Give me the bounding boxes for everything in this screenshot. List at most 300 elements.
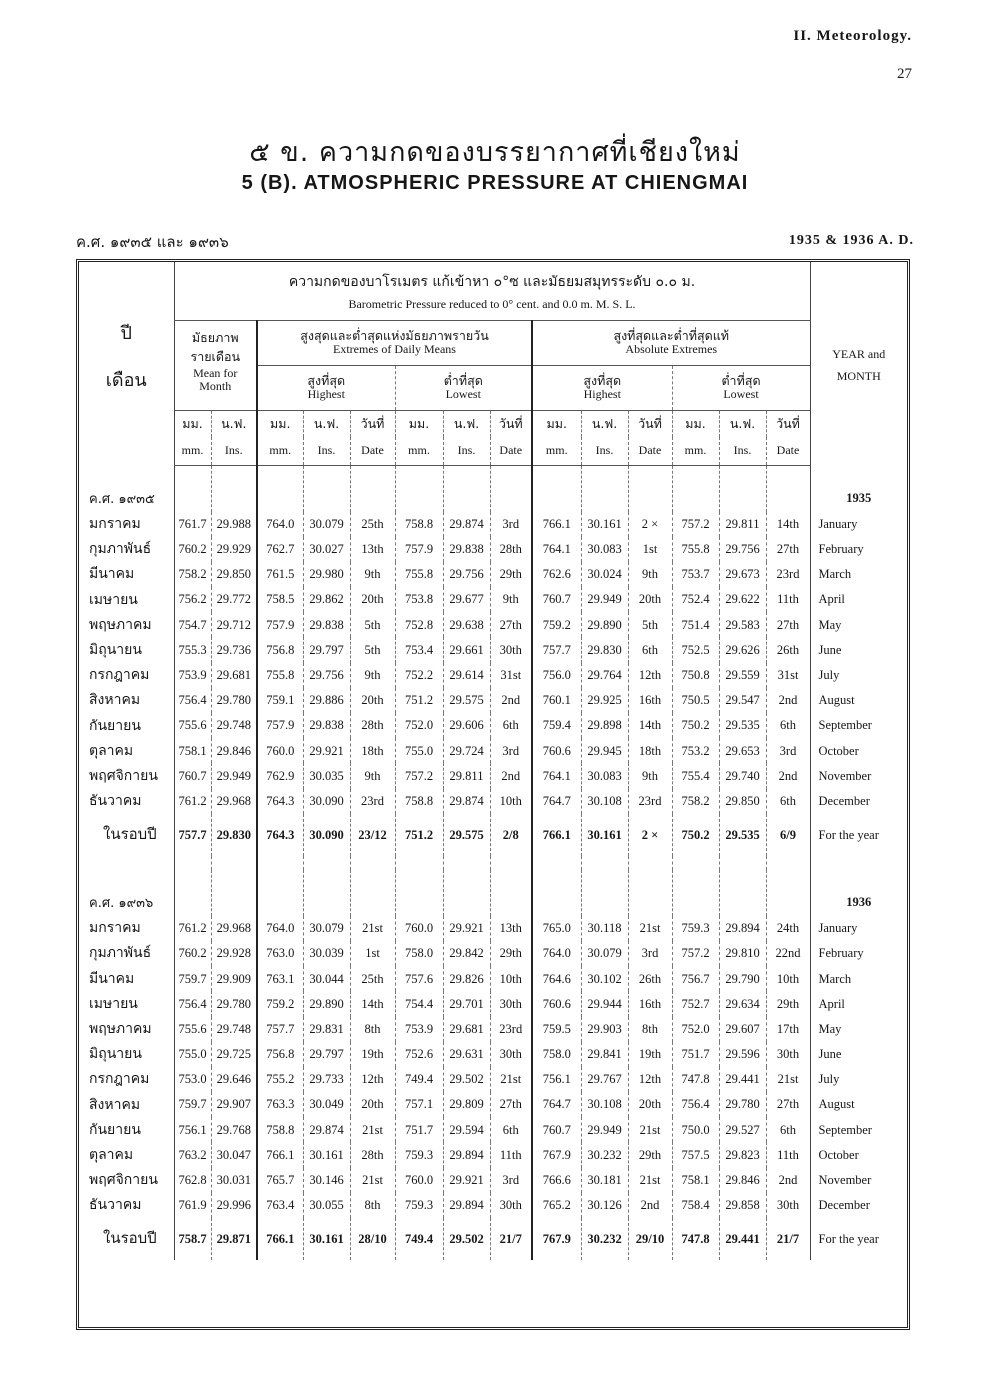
cell-ah-mm: 765.0 [532,916,581,941]
cell-mean-in: 29.909 [211,966,257,991]
month-thai: เมษายน [89,591,138,608]
cell-mean-in: 29.846 [211,738,257,763]
table-row [79,663,907,688]
cell-al-date: 24th [766,916,810,941]
unit-date-english: Date [766,437,810,466]
cell-dl-in: 29.921 [443,916,490,941]
cell-dh-date: 12th [350,1067,395,1092]
cell-ah-date: 6th [628,637,672,662]
years-label-thai: ค.ศ. ๑๙๓๕ และ ๑๙๓๖ [76,233,229,251]
cell-dl-in: 29.631 [443,1042,490,1067]
table-row [79,688,907,713]
cell-dl-in: 29.874 [443,789,490,814]
table-body [79,466,907,1261]
cell-dl-date: 2nd [490,763,532,788]
cell-al-mm: 750.2 [672,713,719,738]
cell-dl-in: 29.756 [443,562,490,587]
cell-dl-mm: 752.0 [395,713,443,738]
cell-mean-in: 29.725 [211,1042,257,1067]
cell-dl-mm: 752.2 [395,663,443,688]
cell-mean-in: 30.031 [211,1168,257,1193]
pressure-table [79,262,907,1260]
table-row [79,1117,907,1142]
page-title-thai: ๕ ข. ความกดของบรรยากาศที่เชียงใหม่ [249,137,741,168]
cell-ah-in: 30.083 [581,763,628,788]
cell-dh-in: 29.921 [303,738,350,763]
cell-ah-date: 16th [628,991,672,1016]
year-english: 1935 [810,466,907,512]
cell-dl-mm: 752.8 [395,612,443,637]
table-row [79,1092,907,1117]
cell-dh-date: 25th [350,512,395,537]
cell-mean-mm: 759.7 [174,1092,211,1117]
blank-cell [581,870,628,916]
unit-in-english: Ins. [443,437,490,466]
cell-ah-date: 14th [628,713,672,738]
cell-ah-in: 30.181 [581,1168,628,1193]
cell-dh-in: 30.090 [303,789,350,814]
month-english: March [810,966,907,991]
cell-mean-mm: 761.2 [174,916,211,941]
month-english: January [810,916,907,941]
month-english: March [810,562,907,587]
cell-ah-mm: 767.9 [532,1142,581,1167]
cell-mean-mm: 755.0 [174,1042,211,1067]
cell-ah-date: 9th [628,763,672,788]
cell-dl-mm: 753.8 [395,587,443,612]
cell-dh-date: 20th [350,587,395,612]
cell-ah-date: 23rd [628,789,672,814]
cell-al-date: 6th [766,789,810,814]
blank-cell [395,870,443,916]
cell-ah-in: 29.898 [581,713,628,738]
cell-ah-in: 30.083 [581,537,628,562]
spacer-cell [211,856,257,870]
cell-dh-date: 1st [350,941,395,966]
cell-al-mm: 750.8 [672,663,719,688]
cell-ah-mm: 760.1 [532,688,581,713]
cell-dh-date: 20th [350,1092,395,1117]
cell-ah-date: 1st [628,537,672,562]
cell-al-date: 26th [766,637,810,662]
cell-al-date: 30th [766,1042,810,1067]
cell-dl-mm: 751.2 [395,688,443,713]
cell-dl-in: 29.681 [443,1017,490,1042]
cell-al-date: 22nd [766,941,810,966]
unit-mm-thai: มม. [174,411,211,438]
cell-al-in: 29.850 [719,789,766,814]
table-row [79,713,907,738]
unit-in-thai: น.ฟ. [211,411,257,438]
month-english: September [810,713,907,738]
cell-ah-date: 16th [628,688,672,713]
cell-dl-date: 21/7 [490,1218,532,1260]
cell-al-mm: 757.2 [672,512,719,537]
cell-dh-mm: 766.1 [257,1218,303,1260]
cell-dh-mm: 763.0 [257,941,303,966]
cell-mean-mm: 762.8 [174,1168,211,1193]
cell-ah-date: 2 × [628,512,672,537]
blank-cell [581,466,628,512]
cell-dh-in: 30.161 [303,1218,350,1260]
month-english: For the year [810,1218,907,1260]
unit-in-english: Ins. [303,437,350,466]
cell-al-mm: 753.2 [672,738,719,763]
spacer-cell [810,856,907,870]
cell-dh-date: 21st [350,1168,395,1193]
total-row [79,814,907,856]
cell-dh-date: 18th [350,738,395,763]
cell-dl-date: 3rd [490,1168,532,1193]
cell-al-in: 29.810 [719,941,766,966]
cell-al-in: 29.596 [719,1042,766,1067]
cell-ah-mm: 760.6 [532,738,581,763]
cell-dl-date: 27th [490,1092,532,1117]
month-thai: พฤษภาคม [89,1021,152,1038]
blank-cell [672,870,719,916]
spacer-cell [766,856,810,870]
year-english: 1936 [810,870,907,916]
cell-dh-mm: 760.0 [257,738,303,763]
cell-dh-in: 29.797 [303,637,350,662]
cell-al-date: 10th [766,966,810,991]
cell-al-date: 27th [766,612,810,637]
cell-ah-in: 29.945 [581,738,628,763]
month-english: For the year [810,814,907,856]
month-english: June [810,1042,907,1067]
unit-mm-thai: มม. [395,411,443,438]
years-label: 1935 & 1936 A. D. [788,233,914,248]
cell-al-date: 3rd [766,738,810,763]
cell-ah-in: 30.126 [581,1193,628,1218]
unit-in-english: Ins. [211,437,257,466]
unit-mm-thai: มม. [257,411,303,438]
blank-cell [490,870,532,916]
month-english: October [810,1142,907,1167]
cell-mean-mm: 753.0 [174,1067,211,1092]
month-thai: กันยายน [89,1121,141,1138]
units-english-row [79,437,907,466]
spacer-cell [174,856,211,870]
cell-ah-mm: 759.4 [532,713,581,738]
cell-dl-mm: 751.2 [395,814,443,856]
table-row [79,763,907,788]
cell-dl-date: 27th [490,612,532,637]
year-row [79,466,907,512]
cell-mean-in: 29.830 [211,814,257,856]
cell-al-in: 29.740 [719,763,766,788]
cell-ah-date: 18th [628,738,672,763]
cell-mean-in: 29.681 [211,663,257,688]
month-thai: ธันวาคม [89,1197,142,1214]
cell-al-mm: 750.5 [672,688,719,713]
cell-dh-date: 13th [350,537,395,562]
cell-dh-in: 30.090 [303,814,350,856]
month-english: April [810,991,907,1016]
cell-al-in: 29.756 [719,537,766,562]
cell-ah-mm: 764.7 [532,789,581,814]
daily-extremes-thai: สูงสุดและต่ำสุดแห่งมัธยภาพรายวัน [300,327,489,343]
cell-ah-mm: 766.1 [532,512,581,537]
cell-mean-mm: 753.9 [174,663,211,688]
cell-dh-mm: 764.3 [257,814,303,856]
cell-mean-in: 29.780 [211,688,257,713]
spacer-cell [350,856,395,870]
cell-dl-date: 6th [490,1117,532,1142]
cell-al-date: 27th [766,537,810,562]
cell-mean-in: 29.928 [211,941,257,966]
cell-al-in: 29.634 [719,991,766,1016]
cell-dl-mm: 754.4 [395,991,443,1016]
cell-dl-date: 21st [490,1067,532,1092]
cell-al-mm: 757.2 [672,941,719,966]
cell-al-date: 31st [766,663,810,688]
blank-cell [257,466,303,512]
unit-date-english: Date [350,437,395,466]
table-row [79,1193,907,1218]
cell-ah-date: 26th [628,966,672,991]
absolute-extremes-header [532,321,810,366]
caption-english: Barometric Pressure reduced to 0° cent. and 0.0 m. M. S. L. [348,297,636,312]
cell-al-date: 2nd [766,688,810,713]
month-thai: มิถุนายน [89,1046,142,1063]
cell-ah-in: 30.108 [581,1092,628,1117]
cell-mean-mm: 758.7 [174,1218,211,1260]
cell-dl-mm: 758.0 [395,941,443,966]
cell-al-date: 11th [766,587,810,612]
cell-mean-in: 29.748 [211,1017,257,1042]
month-english: July [810,663,907,688]
cell-dl-mm: 753.9 [395,1017,443,1042]
cell-mean-mm: 755.3 [174,637,211,662]
cell-al-mm: 750.0 [672,1117,719,1142]
cell-ah-mm: 756.0 [532,663,581,688]
cell-dl-mm: 759.3 [395,1193,443,1218]
cell-dh-in: 30.079 [303,916,350,941]
cell-dh-mm: 761.5 [257,562,303,587]
cell-al-date: 29th [766,991,810,1016]
cell-ah-in: 29.903 [581,1017,628,1042]
cell-dl-mm: 760.0 [395,916,443,941]
cell-dh-date: 14th [350,991,395,1016]
month-english: June [810,637,907,662]
cell-dh-in: 29.838 [303,612,350,637]
cell-al-date: 23rd [766,562,810,587]
cell-dh-mm: 759.2 [257,991,303,1016]
year-thai: ค.ศ. ๑๙๓๖ [89,895,154,911]
blank-cell [303,466,350,512]
cell-ah-in: 30.102 [581,966,628,991]
cell-dl-mm: 755.8 [395,562,443,587]
month-english: August [810,1092,907,1117]
cell-mean-mm: 756.4 [174,991,211,1016]
cell-ah-date: 29th [628,1142,672,1167]
cell-dh-in: 30.035 [303,763,350,788]
cell-dl-date: 11th [490,1142,532,1167]
table-row [79,1017,907,1042]
cell-dl-date: 30th [490,991,532,1016]
cell-dh-in: 29.890 [303,991,350,1016]
cell-mean-mm: 756.2 [174,587,211,612]
month-english: December [810,1193,907,1218]
cell-dl-date: 31st [490,663,532,688]
spacer-cell [490,856,532,870]
cell-dh-mm: 756.8 [257,1042,303,1067]
cell-al-in: 29.535 [719,713,766,738]
cell-al-mm: 747.8 [672,1067,719,1092]
table-row [79,738,907,763]
cell-dh-date: 23/12 [350,814,395,856]
cell-ah-mm: 764.0 [532,941,581,966]
cell-dl-mm: 755.0 [395,738,443,763]
cell-mean-mm: 755.6 [174,1017,211,1042]
cell-dh-mm: 762.9 [257,763,303,788]
cell-dh-in: 29.733 [303,1067,350,1092]
cell-mean-in: 29.949 [211,763,257,788]
cell-dl-mm: 752.6 [395,1042,443,1067]
cell-al-in: 29.441 [719,1218,766,1260]
month-thai: ตุลาคม [89,1146,134,1163]
cell-dh-in: 29.797 [303,1042,350,1067]
cell-dl-in: 29.502 [443,1218,490,1260]
cell-al-in: 29.535 [719,814,766,856]
daily-highest-english: Highest [307,387,345,402]
spacer-cell [719,856,766,870]
cell-dl-date: 29th [490,562,532,587]
cell-dl-in: 29.638 [443,612,490,637]
cell-dl-date: 3rd [490,738,532,763]
cell-al-mm: 752.4 [672,587,719,612]
cell-mean-mm: 760.2 [174,537,211,562]
cell-dh-date: 20th [350,688,395,713]
cell-ah-mm: 764.6 [532,966,581,991]
cell-dl-date: 3rd [490,512,532,537]
cell-dl-in: 29.838 [443,537,490,562]
table-row [79,637,907,662]
cell-mean-in: 29.907 [211,1092,257,1117]
cell-mean-mm: 761.2 [174,789,211,814]
unit-mm-english: mm. [395,437,443,466]
month-english: July [810,1067,907,1092]
cell-ah-in: 29.890 [581,612,628,637]
month-english: May [810,612,907,637]
cell-al-mm: 758.4 [672,1193,719,1218]
month-english: November [810,1168,907,1193]
spacer-cell [443,856,490,870]
cell-mean-in: 29.988 [211,512,257,537]
cell-mean-in: 29.772 [211,587,257,612]
cell-al-mm: 755.4 [672,763,719,788]
cell-ah-mm: 766.1 [532,814,581,856]
cell-ah-in: 29.767 [581,1067,628,1092]
cell-dh-mm: 763.4 [257,1193,303,1218]
cell-dl-date: 6th [490,713,532,738]
cell-dl-mm: 757.9 [395,537,443,562]
table-row [79,1067,907,1092]
cell-ah-mm: 756.1 [532,1067,581,1092]
mean-header [174,321,257,411]
cell-mean-in: 29.748 [211,713,257,738]
cell-al-in: 29.846 [719,1168,766,1193]
month-thai: กรกฎาคม [89,667,150,684]
table-header [79,262,907,466]
blank-cell [719,870,766,916]
cell-ah-in: 30.079 [581,941,628,966]
cell-al-in: 29.673 [719,562,766,587]
cell-ah-date: 21st [628,1168,672,1193]
cell-ah-mm: 759.2 [532,612,581,637]
spacer-cell [581,856,628,870]
cell-ah-mm: 760.6 [532,991,581,1016]
blank-cell [672,466,719,512]
cell-mean-in: 29.736 [211,637,257,662]
cell-al-mm: 755.8 [672,537,719,562]
cell-al-in: 29.626 [719,637,766,662]
cell-mean-mm: 761.7 [174,512,211,537]
cell-al-in: 29.790 [719,966,766,991]
cell-al-date: 6th [766,713,810,738]
month-thai: เมษายน [89,995,138,1012]
cell-dl-in: 29.842 [443,941,490,966]
cell-ah-date: 9th [628,562,672,587]
cell-dh-in: 30.146 [303,1168,350,1193]
cell-ah-date: 3rd [628,941,672,966]
cell-dh-date: 9th [350,663,395,688]
month-english: August [810,688,907,713]
cell-ah-in: 30.161 [581,512,628,537]
month-thai: มีนาคม [89,566,135,583]
cell-dh-in: 30.044 [303,966,350,991]
cell-mean-in: 29.850 [211,562,257,587]
cell-al-in: 29.811 [719,512,766,537]
month-thai-label: เดือน [105,369,147,391]
cell-ah-mm: 760.7 [532,587,581,612]
cell-dl-mm: 757.2 [395,763,443,788]
cell-dl-in: 29.811 [443,763,490,788]
month-thai: มกราคม [89,920,141,937]
cell-dl-mm: 753.4 [395,637,443,662]
cell-dh-date: 25th [350,966,395,991]
cell-dl-mm: 757.6 [395,966,443,991]
blank-cell [303,870,350,916]
absolute-lowest-english: Lowest [723,387,759,402]
unit-date-english: Date [490,437,532,466]
cell-mean-in: 29.712 [211,612,257,637]
cell-mean-mm: 760.2 [174,941,211,966]
unit-mm-english: mm. [672,437,719,466]
daily-lowest-header [395,366,532,411]
cell-ah-in: 29.949 [581,587,628,612]
cell-dl-date: 28th [490,537,532,562]
cell-dh-in: 29.831 [303,1017,350,1042]
cell-ah-date: 2nd [628,1193,672,1218]
total-row [79,1218,907,1260]
cell-ah-mm: 762.6 [532,562,581,587]
cell-dh-date: 23rd [350,789,395,814]
blank-cell [443,870,490,916]
cell-dl-in: 29.502 [443,1067,490,1092]
cell-ah-in: 29.949 [581,1117,628,1142]
unit-in-thai: น.ฟ. [581,411,628,438]
cell-dl-date: 29th [490,941,532,966]
cell-dh-mm: 763.1 [257,966,303,991]
cell-al-mm: 752.5 [672,637,719,662]
cell-ah-date: 2 × [628,814,672,856]
month-thai: มีนาคม [89,970,135,987]
cell-dl-date: 2/8 [490,814,532,856]
cell-dl-date: 30th [490,1042,532,1067]
unit-date-thai: วันที่ [350,411,395,438]
